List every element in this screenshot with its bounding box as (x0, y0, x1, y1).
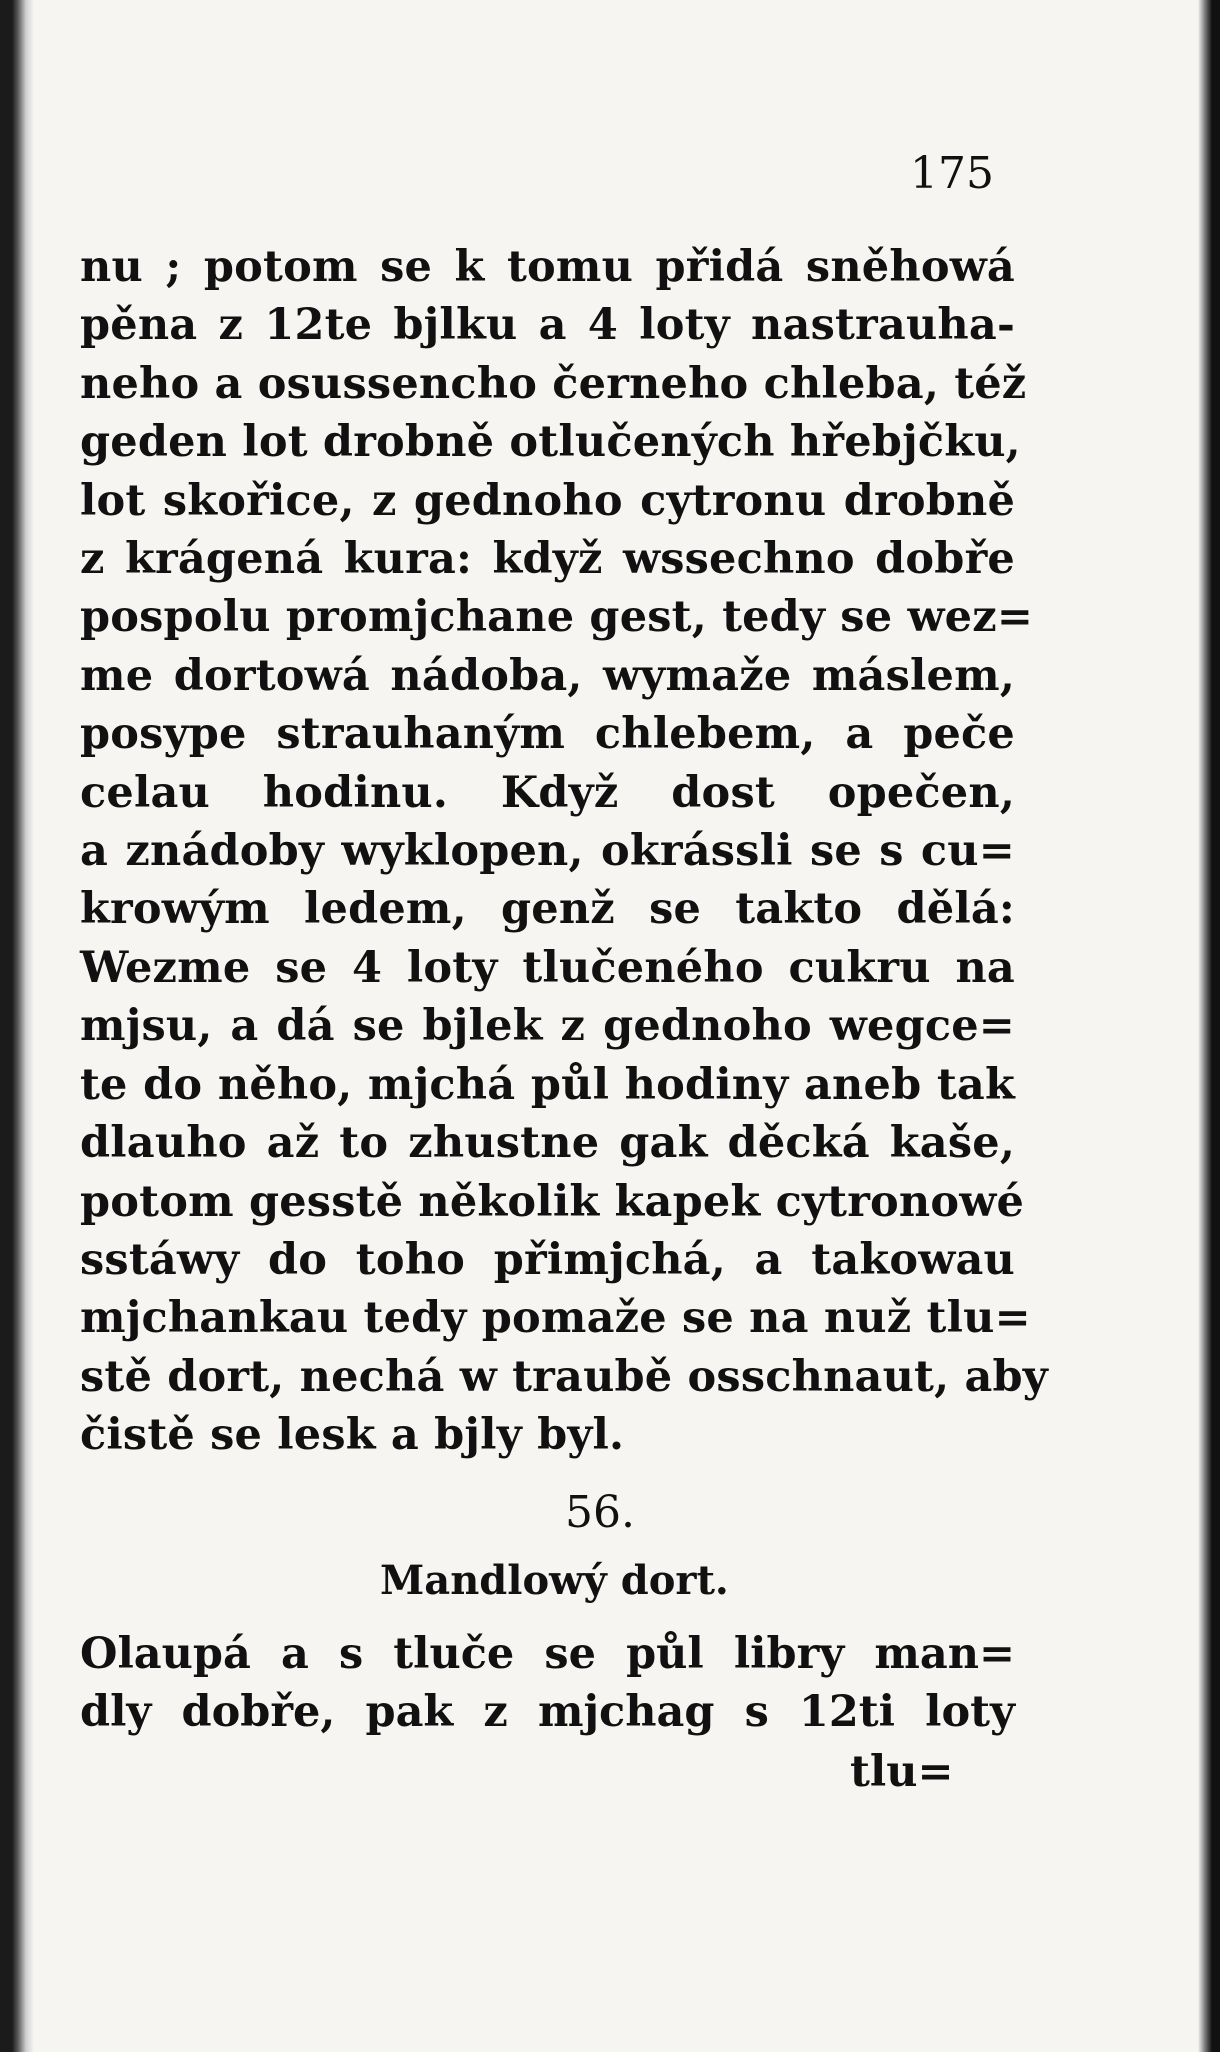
text-line: celau hodinu. Když dost opečen, (80, 767, 1015, 818)
text-line: pospolu promjchane gest, tedy se wez= (80, 592, 1034, 643)
recipe-intro-text (80, 1625, 1015, 1742)
right-page-edge (1198, 0, 1220, 2052)
text-line: geden lot drobně otlučených hřebjčku, (80, 417, 1021, 468)
text-line: nu ; potom se k tomu přidá sněhowá (80, 242, 1015, 292)
text-line: sstáwy do toho přimjchá, a takowau (80, 1234, 1015, 1285)
catchword: tlu= (850, 1747, 954, 1797)
text-line: lot skořice, z gednoho cytronu drobně (80, 475, 1015, 526)
section-number: 56. (565, 1487, 635, 1538)
text-line: te do něho, mjchá půl hodiny aneb tak (80, 1059, 1015, 1110)
text-line: krowým ledem, genž se takto dělá: (80, 884, 1015, 935)
text-line: stě dort, nechá w traubě osschnaut, aby (80, 1351, 1048, 1402)
page-number: 175 (910, 148, 994, 199)
text-line: potom gesstě několik kapek cytronowé (80, 1176, 1025, 1227)
text-line: z krágená kura: když wssechno dobře (80, 534, 1015, 585)
text-line: me dortowá nádoba, wymaže máslem, (80, 650, 1015, 701)
text-line: neho a osussencho černeho chleba, též (80, 358, 1027, 409)
text-line: dlauho až to zhustne gak děcká kaše, (80, 1118, 1015, 1169)
text-line: a znádoby wyklopen, okrássli se s cu= (80, 826, 1015, 877)
text-line: dly dobře, pak z mjchag s 12ti loty (80, 1687, 1015, 1738)
recipe-body-text (80, 238, 1048, 1465)
text-line: mjchankau tedy pomaže se na nuž tlu= (80, 1293, 1031, 1344)
left-page-edge (0, 0, 34, 2052)
text-line: Olaupá a s tluče se půl libry man= (80, 1629, 1015, 1679)
text-line: posype strauhaným chlebem, a peče (80, 709, 1015, 760)
section-title: Mandlowý dort. (380, 1557, 729, 1604)
text-line: pěna z 12te bjlku a 4 loty nastrauha- (80, 300, 1015, 351)
text-line: Wezme se 4 loty tlučeného cukru na (80, 942, 1015, 993)
text-line: mjsu, a dá se bjlek z gednoho wegce= (80, 1001, 1015, 1052)
text-line: čistě se lesk a bjly byl. (80, 1410, 625, 1461)
